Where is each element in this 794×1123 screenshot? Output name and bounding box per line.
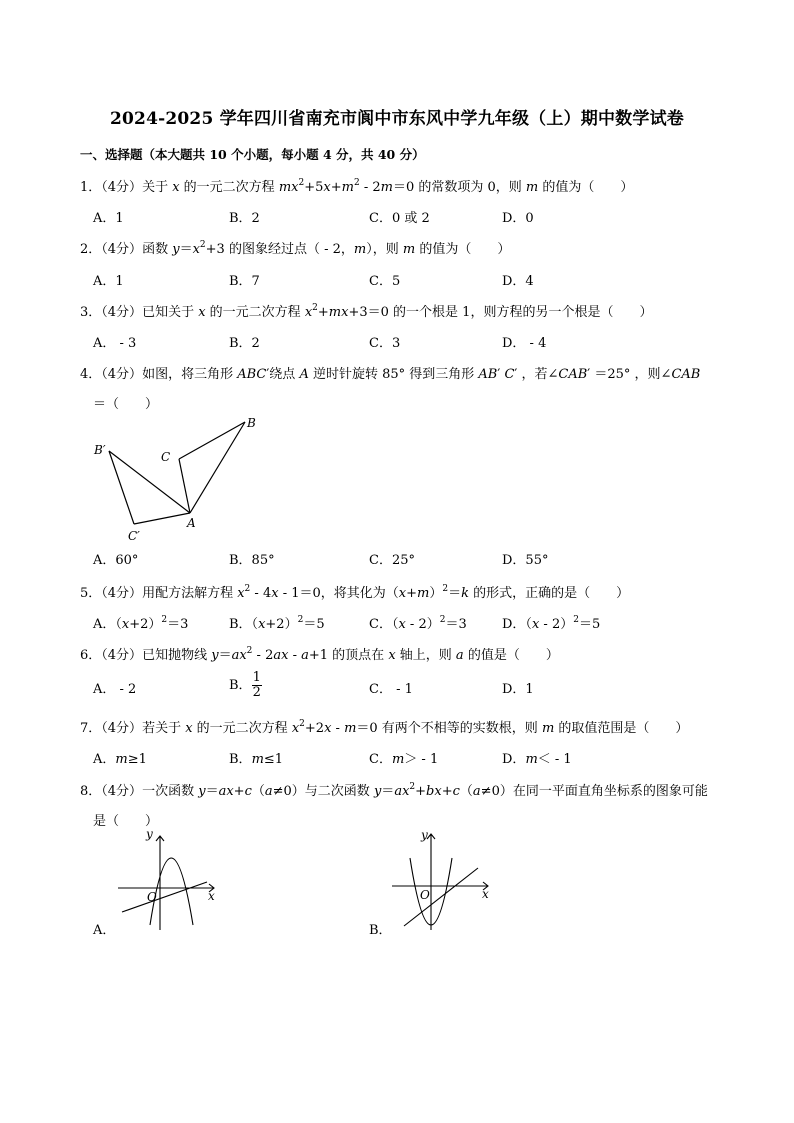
question-8: 8．（4分）一次函数 y＝ax+c（a≠0）与二次函数 $y=ax^2+bx+c(a\ne 0)$在同一平面直角坐标系的图象可能 (80, 782, 708, 799)
label-b-prime: B′ (94, 443, 106, 457)
origin-label: O (147, 890, 157, 904)
question-1: 1．（4分）关于 x 的一元二次方程 $mx^2+5x+m^2 - 2m=0$ 的常数项为 0，则 m 的值为（ ） (80, 178, 634, 195)
question-6: 6．（4分）已知抛物线 $y=ax^2 - 2ax - a+1$ 的顶点在 x 轴上，则 a 的值是（ ） (80, 646, 559, 663)
question-5: 5．（4分）用配方法解方程 $x^2 - 4x - 1=0$，将其化为$(x+m)^2=k$ 的形式，正确的是（ ） (80, 584, 630, 601)
graph-option-a[interactable] (110, 826, 230, 932)
q3-option-a[interactable]: A． - 3 (93, 336, 137, 351)
linear-line (122, 882, 207, 912)
q7-option-b[interactable]: B．m≤1 (229, 752, 284, 767)
rotation-triangle-figure (90, 412, 270, 544)
segment-bc (179, 422, 245, 459)
segment-ab-prime (109, 451, 190, 513)
q1-option-d[interactable]: D．0 (502, 211, 534, 226)
q4-option-b[interactable]: B．85° (229, 553, 275, 568)
question-2: 2．（4分）函数 $y=x^2+3$ 的图象经过点（ - 2，m），则 m 的值为（ ） (80, 240, 511, 257)
section-heading: 一、选择题（本大题共 10 个小题，每小题 4 分，共 40 分） (80, 147, 425, 162)
q3-option-b[interactable]: B．2 (229, 336, 260, 351)
q6-option-a[interactable]: A． - 2 (93, 682, 137, 697)
segment-ca (179, 459, 190, 513)
question-4: 4．（4分）如图，将三角形 ABC′绕点 A 逆时针旋转 85° 得到三角形 AB′ C′ ，若∠CAB′ ＝25° ，则∠CAB (80, 367, 701, 382)
q2-option-a[interactable]: A．1 (93, 274, 124, 289)
x-axis-label: x (208, 889, 215, 903)
label-a: A (187, 516, 196, 530)
q2-option-b[interactable]: B．7 (229, 274, 260, 289)
q7-option-d[interactable]: D．m＜ - 1 (502, 752, 572, 767)
question-8-line2: 是（ ） (93, 814, 159, 829)
q5-option-d[interactable]: D．（x - 2）$^2$＝5 (502, 615, 601, 632)
segment-b-prime-c-prime (109, 451, 134, 524)
label-c-prime: C′ (128, 529, 140, 543)
page-title: 2024-2025 学年四川省南充市阆中市东风中学九年级（上）期中数学试卷 (109, 109, 684, 129)
q1-option-a[interactable]: A．1 (93, 211, 124, 226)
q2-option-c[interactable]: C．5 (369, 274, 401, 289)
origin-label: O (420, 888, 430, 902)
y-axis-label: y (146, 827, 153, 841)
q7-option-a[interactable]: A．m≥1 (93, 752, 147, 767)
q4-option-c[interactable]: C．25° (369, 553, 415, 568)
question-3: 3．（4分）已知关于 x 的一元二次方程 $x^2+mx+3=0$ 的一个根是 1，则方程的另一个根是（ ） (80, 303, 653, 320)
q5-option-c[interactable]: C．（x - 2）$^2$＝3 (369, 615, 467, 632)
question-4-line2: ＝（ ） (93, 397, 159, 412)
q8-option-b[interactable]: B． (369, 923, 392, 938)
q5-option-a[interactable]: A．$(x+2)^2=3$ (93, 615, 189, 632)
q6-option-c[interactable]: C． - 1 (369, 682, 413, 697)
q4-option-a[interactable]: A．60° (93, 553, 139, 568)
y-axis-label: y (421, 828, 428, 842)
q3-option-c[interactable]: C．3 (369, 336, 401, 351)
q1-option-b[interactable]: B．2 (229, 211, 260, 226)
q6-option-b[interactable]: B． $\frac{1}{2}$ (229, 670, 261, 700)
label-b: B (247, 416, 256, 430)
q4-option-d[interactable]: D．55° (502, 553, 549, 568)
q1-option-c[interactable]: C．0 或 2 (369, 211, 430, 226)
q6-option-d[interactable]: D．1 (502, 682, 534, 697)
q8-option-a[interactable]: A． (93, 923, 116, 938)
label-c: C (161, 450, 171, 464)
q7-option-c[interactable]: C．m＞ - 1 (369, 752, 439, 767)
segment-ab (190, 422, 245, 513)
linear-line (404, 868, 478, 926)
x-axis-label: x (482, 887, 489, 901)
segment-c-prime-a (134, 513, 190, 524)
q3-option-d[interactable]: D． - 4 (502, 336, 547, 351)
q5-option-b[interactable]: B．$(x+2)^2=5$ (229, 615, 325, 632)
graph-option-b[interactable] (384, 826, 504, 932)
q2-option-d[interactable]: D．4 (502, 274, 534, 289)
fraction-one-half: $\frac{1}{2}$ (252, 670, 261, 700)
question-7: 7．（4分）若关于 x 的一元二次方程 $x^2+2x - m=0$ 有两个不相等的实数根，则 m 的取值范围是（ ） (80, 719, 689, 736)
